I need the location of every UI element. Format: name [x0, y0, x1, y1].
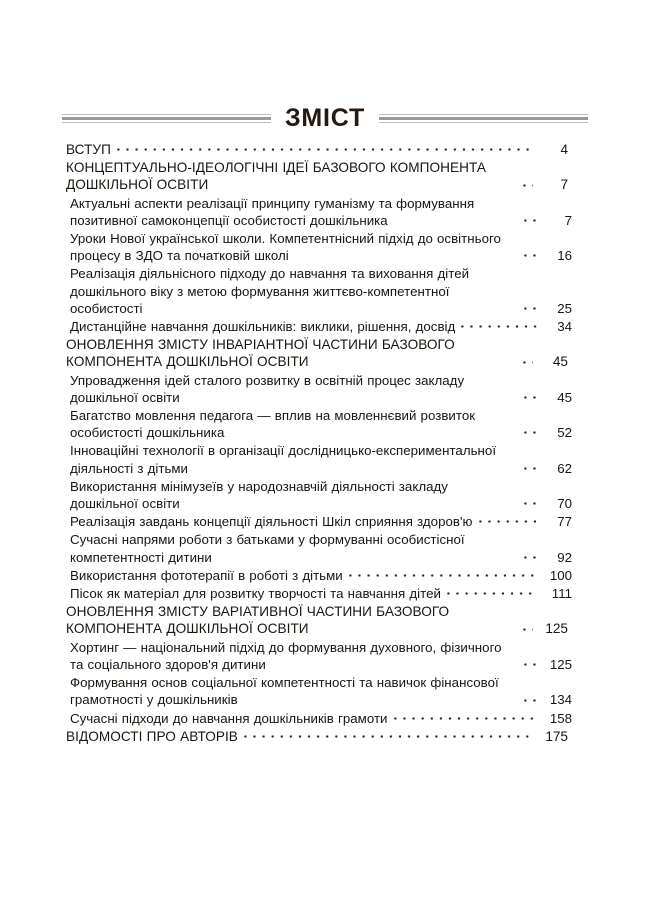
- toc-page-number: 52: [557, 425, 572, 441]
- toc-page-number: 16: [557, 248, 572, 264]
- toc-page-number: 92: [557, 549, 572, 565]
- toc-entry[interactable]: [70, 442, 572, 476]
- toc-entry[interactable]: [70, 585, 572, 602]
- toc-page-number: 125: [545, 621, 568, 637]
- toc-dot-leader: [524, 694, 537, 707]
- toc-dot-leader: [524, 426, 537, 439]
- toc-entry-title: ВІДОМОСТІ ПРО АВТОРІВ: [66, 728, 238, 744]
- rule-line-middle: [62, 117, 271, 120]
- toc-entry[interactable]: [70, 230, 572, 264]
- toc-entry-title: Використання фототерапії в роботі з дітьми: [70, 567, 343, 583]
- toc-entry-title: Актуальні аспекти реалізації принципу гуманізму та формування позитивної самоконцепції особистості дошкільника: [70, 195, 475, 228]
- toc-entry-title: Формування основ соціальної компетентності та навичок фінансової грамотності у дошкільників: [70, 675, 499, 708]
- toc-entry[interactable]: [70, 318, 572, 335]
- toc-entry-title: ОНОВЛЕННЯ ЗМІСТУ ІНВАРІАНТНОЇ ЧАСТИНИ БАЗОВОГО КОМПОНЕНТА ДОШКІЛЬНОЇ ОСВІТИ: [66, 337, 455, 370]
- toc-entry[interactable]: [66, 728, 568, 745]
- toc-entry[interactable]: [66, 159, 568, 193]
- toc-page-number: 111: [551, 586, 572, 602]
- rule-line-top: [379, 114, 588, 115]
- toc-entry-list: [66, 141, 572, 746]
- toc-dot-leader: [524, 658, 537, 671]
- toc-page-number: 34: [557, 319, 572, 335]
- toc-page-number: 175: [545, 728, 568, 744]
- toc-dot-leader: [524, 551, 537, 564]
- toc-dot-leader: [394, 712, 537, 725]
- toc-dot-leader: [479, 515, 537, 528]
- toc-entry[interactable]: [70, 710, 572, 727]
- toc-page-number: 45: [552, 354, 568, 370]
- toc-dot-leader: [524, 302, 537, 315]
- toc-entry-title: Інноваційні технології в організації дослідницько-експериментальної діяльності з дітьми: [70, 443, 497, 476]
- toc-page-number: 4: [560, 142, 568, 157]
- toc-entry-title: Багатство мовлення педагога — вплив на мовленнєвий розвиток особистості дошкільника: [70, 408, 476, 441]
- toc-entry-title: Використання мінімузеїв у народознавчій діяльності закладу дошкільної освіти: [70, 478, 448, 512]
- toc-entry-title: Пісок як матеріал для розвитку творчості та навчання дітей: [70, 586, 441, 602]
- decorative-rule-left: [62, 111, 271, 125]
- toc-dot-leader: [461, 320, 537, 333]
- toc-dot-leader: [524, 497, 537, 510]
- toc-entry[interactable]: [66, 141, 568, 158]
- toc-entry-title: Хортинг — національний підхід до формування духовного, фізичного та соціального здоров'я дитини: [70, 639, 502, 672]
- toc-dot-leader: [244, 730, 533, 743]
- toc-entry[interactable]: [66, 603, 568, 637]
- toc-entry-title: Уроки Нової української школи. Компетентнісний підхід до освітнього процесу в ЗДО та початковій школі: [70, 231, 501, 264]
- toc-entry[interactable]: [66, 336, 568, 370]
- toc-page-number: 125: [549, 656, 572, 672]
- toc-entry-title: ОНОВЛЕННЯ ЗМІСТУ ВАРІАТИВНОЇ ЧАСТИНИ БАЗОВОГО КОМПОНЕНТА ДОШКІЛЬНОЇ ОСВІТИ: [66, 604, 450, 637]
- decorative-rule-right: [379, 111, 588, 125]
- toc-entry[interactable]: [70, 531, 572, 565]
- toc-entry-title: Сучасні напрями роботи з батьками у формуванні особистісної компетентності дитини: [70, 532, 465, 565]
- toc-header: [62, 100, 588, 136]
- toc-dot-leader: [349, 569, 537, 582]
- toc-dot-leader: [524, 391, 537, 404]
- toc-page-number: 25: [557, 300, 572, 316]
- toc-page-number: 70: [557, 496, 572, 512]
- page-title: ЗМІСТ: [284, 103, 366, 132]
- toc-page-number: 134: [549, 692, 572, 708]
- toc-entry-title: Упровадження ідей сталого розвитку в освітній процес закладу дошкільної освіти: [70, 372, 465, 405]
- toc-entry[interactable]: [70, 478, 572, 512]
- toc-entry[interactable]: [70, 674, 572, 708]
- toc-entry-title: ВСТУП: [66, 142, 111, 157]
- toc-entry-title: Реалізація завдань концепції діяльності Шкіл сприяння здоров'ю: [70, 514, 473, 530]
- toc-entry-title: Реалізація діяльнісного підходу до навчання та виховання дітей дошкільного віку з метою формування життєво-компетентної особистості: [70, 266, 470, 316]
- toc-dot-leader: [117, 143, 533, 156]
- toc-page-number: 7: [560, 177, 568, 193]
- toc-entry[interactable]: [70, 407, 572, 441]
- toc-page-number: 158: [549, 710, 572, 726]
- toc-entry[interactable]: [70, 513, 572, 530]
- toc-dot-leader: [523, 623, 533, 636]
- toc-page-number: 77: [557, 514, 572, 530]
- toc-entry[interactable]: [70, 265, 572, 317]
- toc-entry-title: Дистанційне навчання дошкільників: виклики, рішення, досвід: [70, 319, 456, 335]
- toc-dot-leader: [523, 179, 533, 192]
- toc-entry[interactable]: [70, 372, 572, 406]
- toc-entry-title: Сучасні підходи до навчання дошкільників грамоти: [70, 710, 388, 726]
- toc-entry[interactable]: [70, 567, 572, 584]
- toc-entry[interactable]: [70, 195, 572, 229]
- toc-entry[interactable]: [70, 639, 572, 673]
- toc-page-number: 45: [557, 389, 572, 405]
- rule-line-bottom: [379, 122, 588, 123]
- toc-page-number: 7: [564, 212, 572, 228]
- toc-dot-leader: [524, 249, 537, 262]
- toc-dot-leader: [447, 587, 537, 600]
- rule-line-middle: [379, 117, 588, 120]
- toc-entry-title: КОНЦЕПТУАЛЬНО-ІДЕОЛОГІЧНІ ІДЕЇ БАЗОВОГО КОМПОНЕНТА ДОШКІЛЬНОЇ ОСВІТИ: [66, 160, 486, 193]
- toc-dot-leader: [523, 356, 533, 369]
- toc-page-number: 62: [557, 460, 572, 476]
- rule-line-bottom: [62, 122, 271, 123]
- rule-line-top: [62, 114, 271, 115]
- toc-dot-leader: [524, 214, 537, 227]
- toc-page-number: 100: [549, 567, 572, 583]
- toc-dot-leader: [524, 462, 537, 475]
